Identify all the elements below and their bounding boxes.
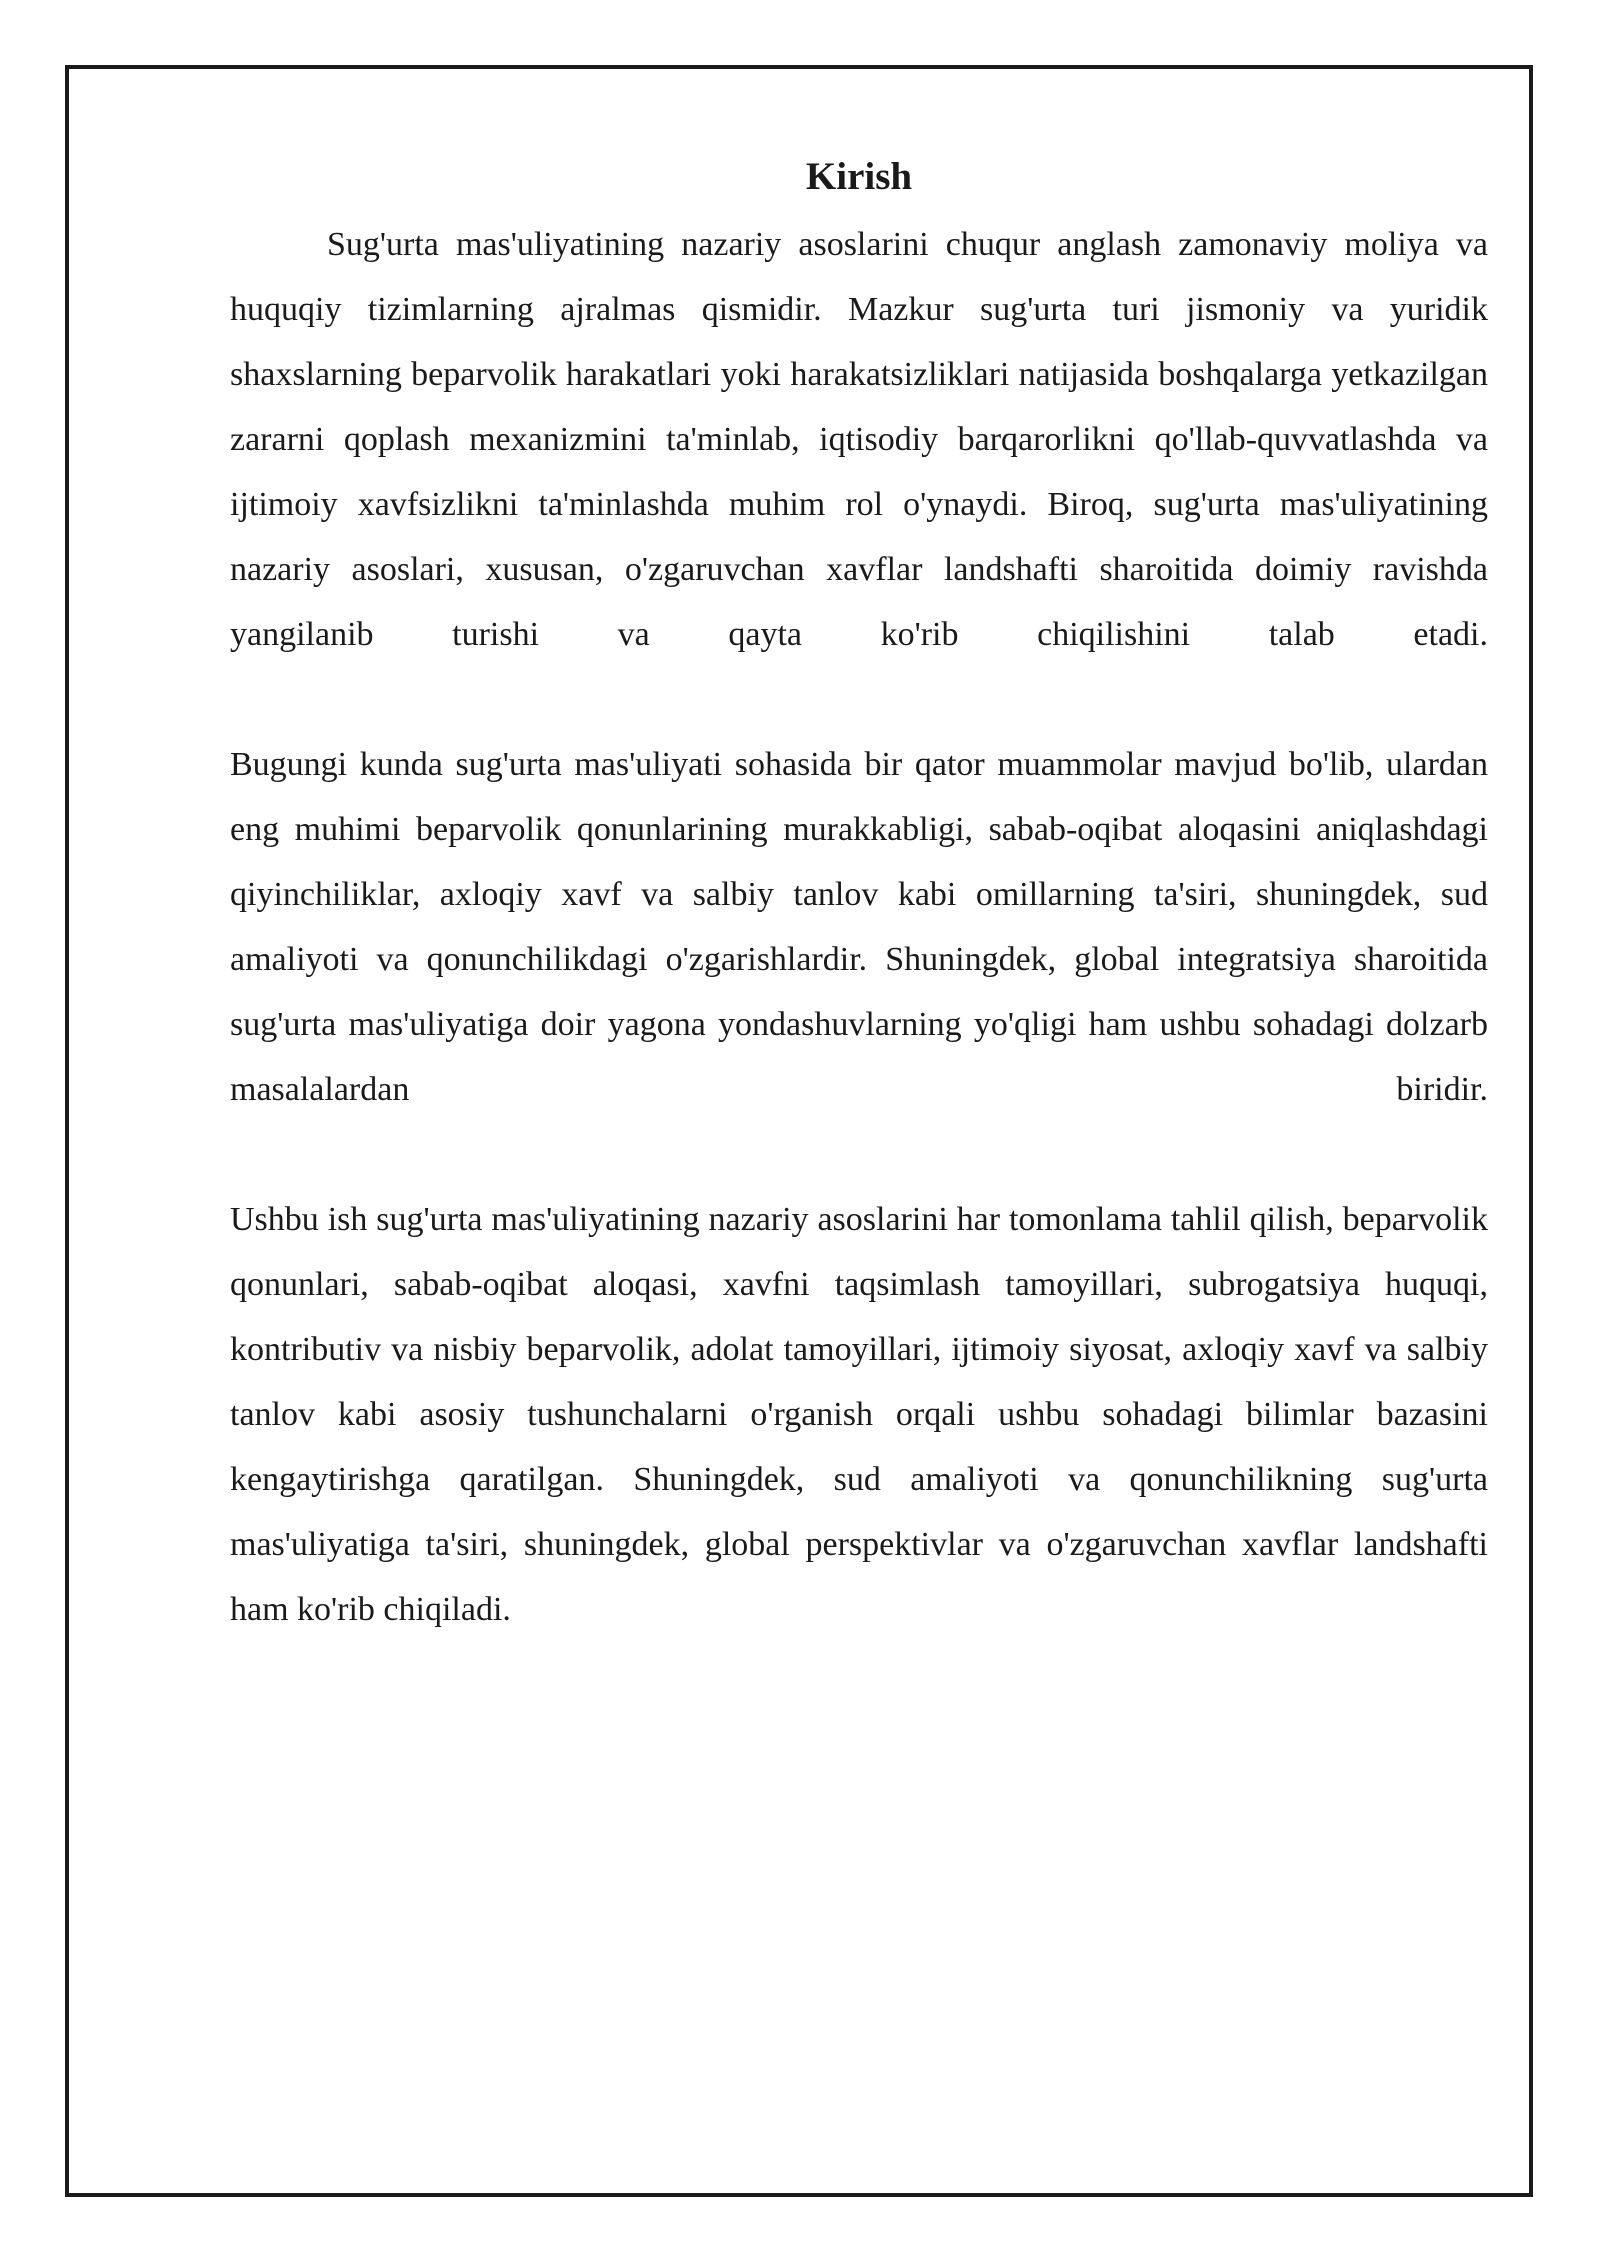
paragraph-intro: Sug'urta mas'uliyatining nazariy asoslarini chuqur anglash zamonaviy moliya va huquqiy tizimlarning ajralmas qismidir. Mazkur sug'urta turi jismoniy va yuridik shaxslarning beparvolik harakatlari yoki harakatsizliklari natijasida boshqalarga yetkazilgan zararni qoplash mexanizmini ta'minlab, iqtisodiy barqarorlikni qo'llab-quvvatlashda va ijtimoiy xavfsizlikni ta'minlashda muhim rol o'ynaydi. Biroq, sug'urta mas'uliyatining nazariy asoslari, xususan, o'zgaruvchan xavflar landshafti sharoitida doimiy ravishda yangilanib turishi va qayta ko'rib chiqilishini talab etadi. — [230, 226, 1488, 653]
document-title: Kirish — [805, 155, 913, 198]
paragraph-aims: Ushbu ish sug'urta mas'uliyatining nazariy asoslarini har tomonlama tahlil qilish, beparvolik qonunlari, sabab-oqibat aloqasi, xavfni taqsimlash tamoyillari, subrogatsiya huquqi, kontributiv va nisbiy beparvolik, adolat tamoyillari, ijtimoiy siyosat, axloqiy xavf va salbiy tanlov kabi asosiy tushunchalarni o'rganish orqali ushbu sohadagi bilimlar bazasini kengaytirishga qaratilgan. Shuningdek, sud amaliyoti va qonunchilikning sug'urta mas'uliyatiga ta'siri, shuningdek, global perspektivlar va o'zgaruvchan xavflar landshafti ham ko'rib chiqiladi. — [230, 1201, 1488, 1628]
paragraph-spacer — [230, 667, 1488, 732]
paragraph-problems: Bugungi kunda sug'urta mas'uliyati sohasida bir qator muammolar mavjud bo'lib, ulardan eng muhimi beparvolik qonunlarining murakkabligi, sabab-oqibat aloqasini aniqlashdagi qiyinchiliklar, axloqiy xavf va salbiy tanlov kabi omillarning ta'siri, shuningdek, sud amaliyoti va qonunchilikdagi o'zgarishlardir. Shuningdek, global integratsiya sharoitida sug'urta mas'uliyatiga doir yagona yondashuvlarning yo'qligi ham ushbu sohadagi dolzarb masalalardan biridir. — [230, 746, 1488, 1108]
paragraph-spacer — [230, 1122, 1488, 1187]
document-body — [230, 148, 1488, 1642]
